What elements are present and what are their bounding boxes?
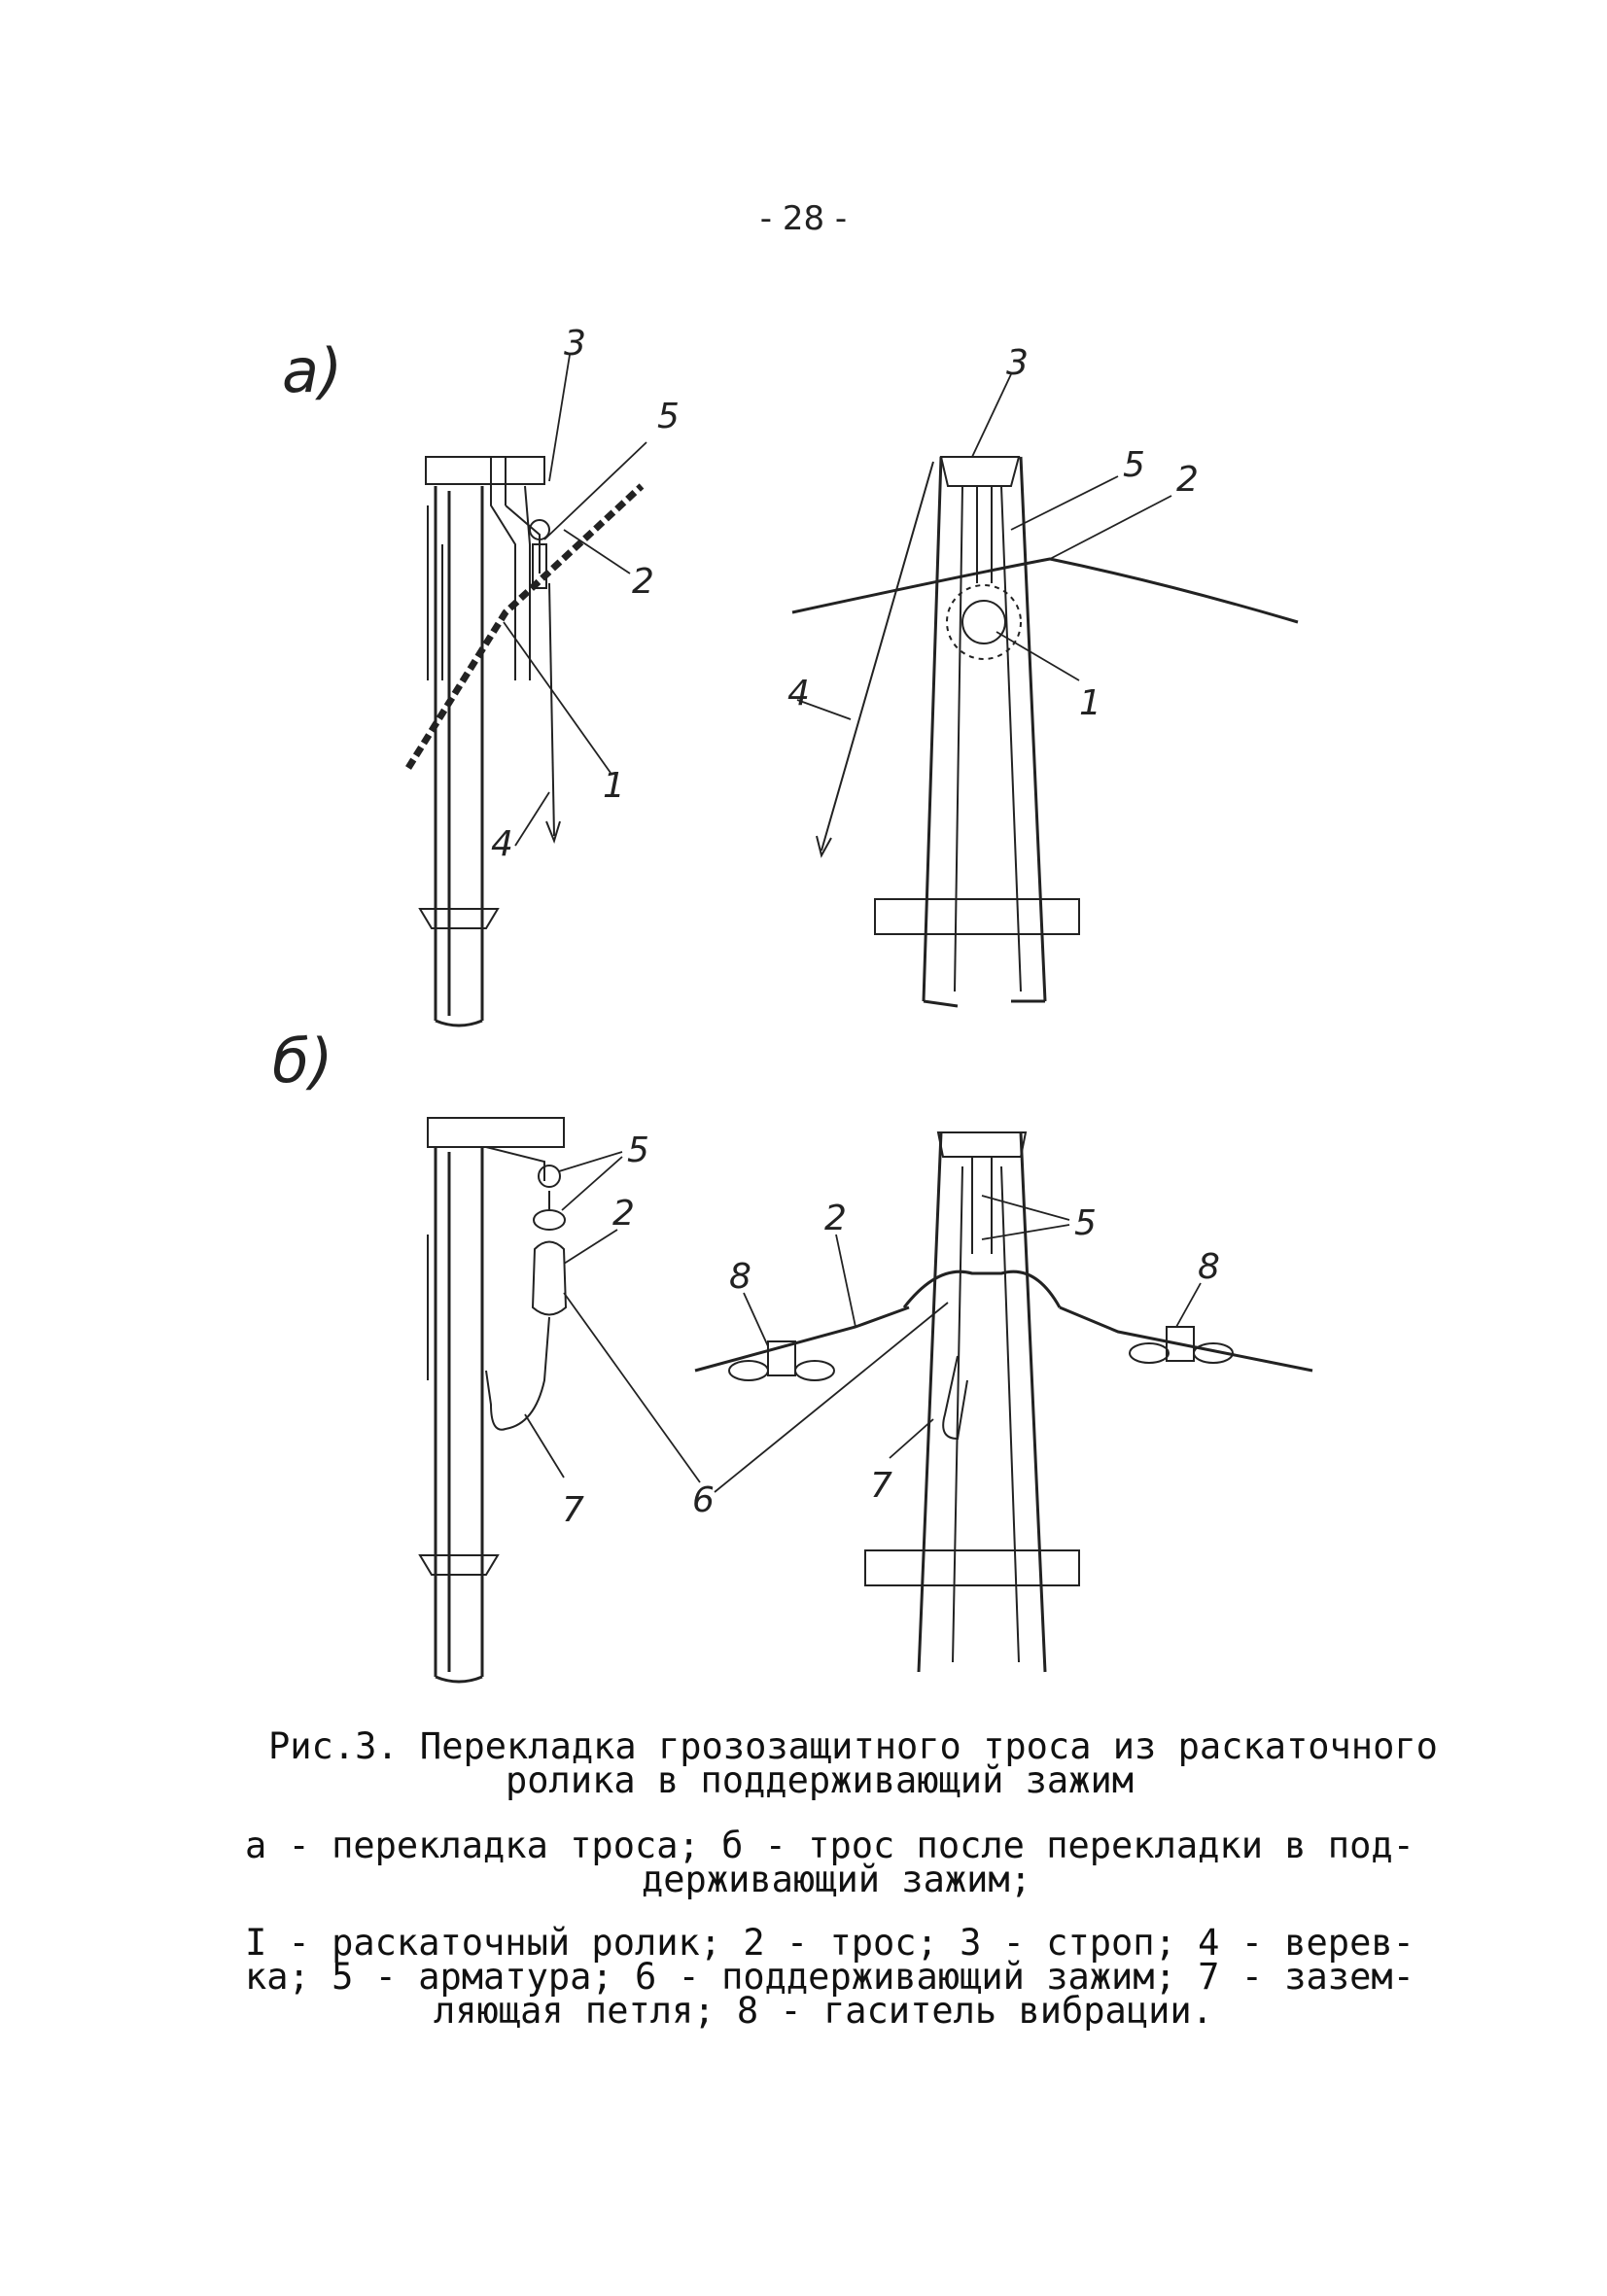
callout-5: 5 bbox=[1074, 1203, 1097, 1243]
rope-line-a-side bbox=[549, 583, 554, 836]
callout-7: 7 bbox=[562, 1490, 584, 1530]
caption-title-line-2: ролика в поддерживающий зажим bbox=[506, 1759, 1135, 1801]
caption-desc-line-2: держивающий зажим; bbox=[642, 1859, 1031, 1900]
clamp-b-side bbox=[486, 1165, 566, 1430]
callout-2: 2 bbox=[824, 1199, 847, 1238]
ground-wire-a-front bbox=[792, 559, 1298, 622]
callout-5: 5 bbox=[627, 1131, 649, 1170]
callout-5: 5 bbox=[657, 397, 680, 436]
callout-8: 8 bbox=[1198, 1247, 1220, 1287]
callout-6: 6 bbox=[692, 1480, 715, 1520]
drawing-a-side-view bbox=[408, 324, 680, 1026]
clamp-b-front bbox=[904, 1157, 1060, 1439]
callout-4: 4 bbox=[787, 674, 810, 713]
callout-5: 5 bbox=[1123, 445, 1145, 485]
drawing-a-front-view bbox=[787, 343, 1298, 1006]
caption-desc-line-1: а - перекладка троса; б - трос после перекладки в под- bbox=[245, 1825, 1415, 1866]
callout-4: 4 bbox=[491, 824, 513, 864]
page-number: - 28 - bbox=[759, 199, 848, 238]
callout-3: 3 bbox=[564, 324, 586, 364]
callout-2: 2 bbox=[612, 1194, 635, 1234]
panel-label-b: б) bbox=[272, 1026, 333, 1096]
panel-label-a: а) bbox=[282, 335, 343, 406]
callout-1: 1 bbox=[1079, 683, 1101, 723]
drawing-b-front-view bbox=[692, 1132, 1312, 1672]
caption-title-line-1: Рис.3. Перекладка грозозащитного троса из раскаточного bbox=[268, 1725, 1438, 1767]
callout-3: 3 bbox=[1006, 343, 1029, 383]
callout-8: 8 bbox=[729, 1257, 751, 1297]
pole-b-side bbox=[420, 1118, 564, 1682]
rope-line-a-front bbox=[821, 462, 933, 851]
ground-wire-b-front bbox=[695, 1307, 1312, 1371]
callout-1: 1 bbox=[603, 766, 625, 806]
caption-legend-line-2: ка; 5 - арматура; 6 - поддерживающий зажим; 7 - зазем- bbox=[245, 1956, 1415, 1998]
caption-legend-line-3: ляющая петля; 8 - гаситель вибрации. bbox=[434, 1990, 1213, 2032]
drawing-b-side-view bbox=[420, 1118, 700, 1682]
callout-2: 2 bbox=[632, 562, 654, 602]
caption-legend-line-1: I - раскаточный ролик; 2 - трос; 3 - строп; 4 - верев- bbox=[245, 1922, 1415, 1964]
callout-7: 7 bbox=[870, 1466, 892, 1506]
callout-2: 2 bbox=[1176, 460, 1199, 500]
pole-a-side bbox=[420, 457, 544, 1026]
